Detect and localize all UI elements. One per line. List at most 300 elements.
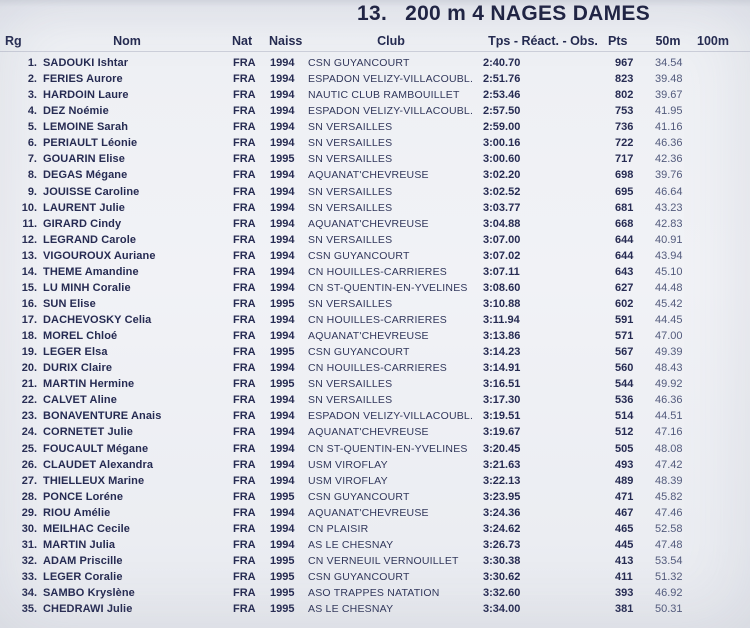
cell-rank: 34. <box>21 587 37 600</box>
cell-birth: 1994 <box>270 538 295 551</box>
cell-club: SN VERSAILLES <box>308 137 393 150</box>
table-row <box>0 232 750 248</box>
cell-time: 3:00.60 <box>483 153 521 166</box>
cell-rank: 23. <box>21 410 37 423</box>
cell-rank: 29. <box>21 506 37 519</box>
table-row <box>0 87 750 103</box>
cell-club: ESPADON VELIZY-VILLACOUBL. <box>308 73 474 86</box>
cell-rank: 33. <box>21 571 37 584</box>
cell-rank: 35. <box>21 603 37 616</box>
cell-club: AQUANAT'CHEVREUSE <box>308 506 429 519</box>
cell-name: THIELLEUX Marine <box>43 474 145 487</box>
cell-club: AS LE CHESNAY <box>308 538 394 551</box>
cell-rank: 27. <box>21 474 37 487</box>
cell-name: SUN Elise <box>43 297 96 310</box>
cell-split50: 48.08 <box>655 442 683 455</box>
cell-split50: 41.16 <box>655 121 683 134</box>
table-row <box>0 569 750 585</box>
cell-club: ASO TRAPPES NATATION <box>308 587 440 600</box>
cell-points: 471 <box>615 490 634 503</box>
cell-name: MARTIN Julia <box>43 538 116 551</box>
cell-club: CSN GUYANCOURT <box>308 571 410 584</box>
table-row <box>0 55 750 71</box>
cell-club: AS LE CHESNAY <box>308 603 394 616</box>
cell-name: DEZ Noémie <box>43 105 109 118</box>
cell-rank: 32. <box>21 554 37 567</box>
cell-points: 411 <box>615 571 633 584</box>
cell-name: CORNETET Julie <box>43 426 134 439</box>
table-row <box>0 216 750 232</box>
table-row <box>0 151 750 167</box>
cell-time: 3:07.11 <box>483 265 520 278</box>
table-row <box>0 71 750 87</box>
cell-time: 3:14.91 <box>483 362 521 375</box>
cell-name: HARDOIN Laure <box>43 89 129 102</box>
cell-name: LEGER Elsa <box>43 346 108 359</box>
cell-name: CHEDRAWI Julie <box>43 603 133 616</box>
cell-time: 3:04.88 <box>483 217 521 230</box>
table-row <box>0 457 750 473</box>
cell-name: LEGER Coralie <box>43 571 123 584</box>
cell-nat: FRA <box>233 89 256 102</box>
cell-time: 3:11.94 <box>483 314 520 327</box>
cell-birth: 1994 <box>270 281 295 294</box>
cell-points: 823 <box>615 73 634 86</box>
cell-nat: FRA <box>233 490 256 503</box>
table-row <box>0 424 750 440</box>
cell-split50: 46.92 <box>655 587 683 600</box>
cell-split50: 42.36 <box>655 153 683 166</box>
cell-split50: 44.45 <box>655 314 683 327</box>
table-row <box>0 264 750 280</box>
cell-rank: 18. <box>21 330 37 343</box>
table-row <box>0 585 750 601</box>
table-row <box>0 521 750 537</box>
cell-rank: 17. <box>21 314 37 327</box>
cell-club: CSN GUYANCOURT <box>308 346 410 359</box>
cell-time: 3:22.13 <box>483 474 521 487</box>
table-row <box>0 296 750 312</box>
cell-split50: 48.39 <box>655 474 683 487</box>
cell-time: 3:00.16 <box>483 137 521 150</box>
cell-nat: FRA <box>233 442 256 455</box>
cell-rank: 19. <box>21 346 37 359</box>
table-row <box>0 103 750 119</box>
cell-birth: 1994 <box>270 330 295 343</box>
cell-rank: 10. <box>21 201 37 214</box>
header-divider <box>0 51 750 52</box>
cell-name: SAMBO Kryslène <box>43 587 135 600</box>
cell-rank: 21. <box>21 378 37 391</box>
cell-rank: 12. <box>21 233 37 246</box>
cell-name: DURIX Claire <box>43 362 113 375</box>
cell-name: DACHEVOSKY Celia <box>43 314 152 327</box>
table-row <box>0 601 750 617</box>
cell-rank: 4. <box>27 105 37 118</box>
cell-split50: 48.43 <box>655 362 683 375</box>
cell-time: 2:40.70 <box>483 57 521 70</box>
table-row <box>0 360 750 376</box>
header-time: Tps - Réact. - Obs. <box>488 34 598 48</box>
cell-nat: FRA <box>233 378 256 391</box>
cell-birth: 1994 <box>270 426 295 439</box>
cell-name: THEME Amandine <box>43 265 139 278</box>
cell-rank: 30. <box>21 522 37 535</box>
cell-club: ESPADON VELIZY-VILLACOUBL. <box>308 410 474 423</box>
cell-birth: 1995 <box>270 378 295 391</box>
cell-rank: 8. <box>27 169 37 182</box>
cell-nat: FRA <box>233 73 256 86</box>
cell-birth: 1995 <box>270 571 295 584</box>
event-number: 13. <box>357 2 388 25</box>
cell-name: JOUISSE Caroline <box>43 185 140 198</box>
cell-time: 3:26.73 <box>483 538 521 551</box>
cell-rank: 26. <box>21 458 37 471</box>
cell-points: 493 <box>615 458 634 471</box>
table-row <box>0 135 750 151</box>
table-row <box>0 312 750 328</box>
cell-points: 381 <box>615 603 634 616</box>
cell-time: 3:02.52 <box>483 185 521 198</box>
cell-time: 3:30.38 <box>483 554 521 567</box>
cell-nat: FRA <box>233 522 256 535</box>
cell-nat: FRA <box>233 217 256 230</box>
cell-nat: FRA <box>233 458 256 471</box>
cell-points: 802 <box>615 89 634 102</box>
cell-points: 512 <box>615 426 634 439</box>
header-split100: 100m <box>697 34 729 48</box>
cell-birth: 1994 <box>270 474 295 487</box>
cell-points: 571 <box>615 330 634 343</box>
cell-time: 3:07.00 <box>483 233 521 246</box>
cell-split50: 45.42 <box>655 297 683 310</box>
cell-nat: FRA <box>233 169 256 182</box>
cell-club: NAUTIC CLUB RAMBOUILLET <box>308 89 460 102</box>
cell-birth: 1994 <box>270 265 295 278</box>
table-row <box>0 184 750 200</box>
cell-time: 3:24.62 <box>483 522 521 535</box>
cell-club: SN VERSAILLES <box>308 297 393 310</box>
cell-time: 3:08.60 <box>483 281 521 294</box>
cell-split50: 44.51 <box>655 410 683 423</box>
cell-name: LEMOINE Sarah <box>43 121 129 134</box>
cell-club: CN ST-QUENTIN-EN-YVELINES <box>308 442 468 455</box>
cell-nat: FRA <box>233 314 256 327</box>
cell-time: 3:24.36 <box>483 506 521 519</box>
cell-club: CN PLAISIR <box>308 522 369 535</box>
cell-split50: 47.16 <box>655 426 683 439</box>
cell-points: 736 <box>615 121 634 134</box>
cell-rank: 20. <box>21 362 37 375</box>
cell-split50: 52.58 <box>655 522 683 535</box>
cell-time: 2:57.50 <box>483 105 521 118</box>
cell-club: CSN GUYANCOURT <box>308 57 410 70</box>
table-row <box>0 167 750 183</box>
table-row <box>0 553 750 569</box>
cell-name: LU MINH Coralie <box>43 281 131 294</box>
cell-nat: FRA <box>233 554 256 567</box>
cell-time: 2:51.76 <box>483 73 521 86</box>
cell-name: LEGRAND Carole <box>43 233 137 246</box>
cell-split50: 47.48 <box>655 538 683 551</box>
cell-name: CALVET Aline <box>43 394 117 407</box>
cell-nat: FRA <box>233 330 256 343</box>
cell-rank: 31. <box>21 538 37 551</box>
table-row <box>0 200 750 216</box>
cell-club: CSN GUYANCOURT <box>308 249 410 262</box>
cell-club: SN VERSAILLES <box>308 233 393 246</box>
cell-club: ESPADON VELIZY-VILLACOUBL. <box>308 105 474 118</box>
cell-birth: 1994 <box>270 169 295 182</box>
cell-birth: 1994 <box>270 362 295 375</box>
cell-birth: 1994 <box>270 217 295 230</box>
cell-club: AQUANAT'CHEVREUSE <box>308 169 429 182</box>
cell-rank: 14. <box>21 265 37 278</box>
header-points: Pts <box>608 34 628 48</box>
cell-time: 3:02.20 <box>483 169 521 182</box>
cell-split50: 39.48 <box>655 73 683 86</box>
cell-time: 3:13.86 <box>483 330 521 343</box>
cell-split50: 40.91 <box>655 233 683 246</box>
cell-birth: 1995 <box>270 297 295 310</box>
cell-rank: 13. <box>21 249 37 262</box>
cell-points: 560 <box>615 362 634 375</box>
event-title <box>357 2 650 26</box>
cell-name: GOUARIN Elise <box>43 153 125 166</box>
cell-birth: 1994 <box>270 442 295 455</box>
cell-nat: FRA <box>233 105 256 118</box>
cell-nat: FRA <box>233 538 256 551</box>
cell-points: 445 <box>615 538 634 551</box>
cell-nat: FRA <box>233 57 256 70</box>
cell-club: SN VERSAILLES <box>308 394 393 407</box>
cell-time: 3:19.51 <box>483 410 521 423</box>
cell-club: AQUANAT'CHEVREUSE <box>308 217 429 230</box>
cell-nat: FRA <box>233 394 256 407</box>
cell-name: VIGOUROUX Auriane <box>43 249 156 262</box>
cell-points: 536 <box>615 394 634 407</box>
cell-club: AQUANAT'CHEVREUSE <box>308 330 429 343</box>
cell-points: 567 <box>615 346 634 359</box>
cell-birth: 1994 <box>270 57 295 70</box>
cell-birth: 1995 <box>270 153 295 166</box>
cell-name: ADAM Priscille <box>43 554 123 567</box>
cell-rank: 28. <box>21 490 37 503</box>
cell-birth: 1994 <box>270 314 295 327</box>
cell-rank: 5. <box>27 121 37 134</box>
table-row <box>0 376 750 392</box>
table-row <box>0 280 750 296</box>
cell-nat: FRA <box>233 603 256 616</box>
cell-nat: FRA <box>233 346 256 359</box>
cell-nat: FRA <box>233 362 256 375</box>
cell-name: BONAVENTURE Anais <box>43 410 162 423</box>
cell-points: 393 <box>615 587 634 600</box>
cell-split50: 41.95 <box>655 105 683 118</box>
cell-rank: 1. <box>27 57 37 70</box>
cell-birth: 1994 <box>270 89 295 102</box>
cell-club: SN VERSAILLES <box>308 378 393 391</box>
table-row <box>0 489 750 505</box>
cell-points: 668 <box>615 217 634 230</box>
cell-time: 3:16.51 <box>483 378 521 391</box>
header-club: Club <box>377 34 405 48</box>
cell-nat: FRA <box>233 233 256 246</box>
results-table-body <box>0 55 750 617</box>
cell-split50: 53.54 <box>655 554 683 567</box>
cell-points: 465 <box>615 522 634 535</box>
cell-split50: 51.32 <box>655 571 683 584</box>
cell-name: MOREL Chloé <box>43 330 118 343</box>
cell-nat: FRA <box>233 506 256 519</box>
cell-points: 544 <box>615 378 634 391</box>
cell-time: 3:03.77 <box>483 201 521 214</box>
cell-club: CN VERNEUIL VERNOUILLET <box>308 554 459 567</box>
cell-nat: FRA <box>233 201 256 214</box>
cell-points: 413 <box>615 554 634 567</box>
cell-split50: 46.64 <box>655 185 683 198</box>
cell-rank: 3. <box>27 89 37 102</box>
cell-nat: FRA <box>233 153 256 166</box>
cell-points: 967 <box>615 57 634 70</box>
cell-nat: FRA <box>233 121 256 134</box>
cell-name: FERIES Aurore <box>43 73 123 86</box>
cell-rank: 24. <box>21 426 37 439</box>
cell-nat: FRA <box>233 571 256 584</box>
cell-time: 3:23.95 <box>483 490 521 503</box>
header-split50: 50m <box>655 34 681 48</box>
cell-nat: FRA <box>233 410 256 423</box>
cell-birth: 1994 <box>270 249 295 262</box>
header-birth: Naiss <box>269 34 302 48</box>
header-name: Nom <box>113 34 141 48</box>
cell-points: 722 <box>615 137 634 150</box>
cell-time: 3:14.23 <box>483 346 521 359</box>
cell-points: 514 <box>615 410 634 423</box>
cell-name: CLAUDET Alexandra <box>43 458 154 471</box>
cell-nat: FRA <box>233 474 256 487</box>
cell-split50: 47.00 <box>655 330 683 343</box>
cell-birth: 1994 <box>270 410 295 423</box>
cell-split50: 43.23 <box>655 201 683 214</box>
cell-points: 643 <box>615 265 634 278</box>
cell-time: 3:10.88 <box>483 297 521 310</box>
cell-birth: 1994 <box>270 201 295 214</box>
table-row <box>0 537 750 553</box>
cell-club: CSN GUYANCOURT <box>308 490 410 503</box>
table-row <box>0 441 750 457</box>
cell-nat: FRA <box>233 426 256 439</box>
cell-rank: 15. <box>21 281 37 294</box>
cell-time: 3:30.62 <box>483 571 521 584</box>
cell-birth: 1995 <box>270 346 295 359</box>
cell-birth: 1995 <box>270 587 295 600</box>
cell-birth: 1994 <box>270 105 295 118</box>
header-nat: Nat <box>232 34 253 48</box>
cell-points: 591 <box>615 314 634 327</box>
cell-birth: 1994 <box>270 185 295 198</box>
cell-points: 644 <box>615 249 634 262</box>
cell-name: PERIAULT Léonie <box>43 137 138 150</box>
cell-name: SADOUKI Ishtar <box>43 57 129 70</box>
cell-rank: 22. <box>21 394 37 407</box>
cell-points: 717 <box>615 153 634 166</box>
cell-rank: 9. <box>27 185 37 198</box>
cell-birth: 1995 <box>270 603 295 616</box>
cell-club: USM VIROFLAY <box>308 458 388 471</box>
cell-split50: 47.42 <box>655 458 683 471</box>
header-rank: Rg <box>5 34 22 48</box>
cell-time: 3:07.02 <box>483 249 521 262</box>
cell-birth: 1995 <box>270 490 295 503</box>
cell-time: 3:34.00 <box>483 603 521 616</box>
cell-name: MEILHAC Cecile <box>43 522 130 535</box>
cell-rank: 6. <box>27 137 37 150</box>
cell-time: 3:19.67 <box>483 426 521 439</box>
cell-split50: 39.76 <box>655 169 683 182</box>
cell-split50: 45.82 <box>655 490 683 503</box>
cell-points: 695 <box>615 185 634 198</box>
cell-split50: 49.39 <box>655 346 683 359</box>
cell-nat: FRA <box>233 249 256 262</box>
cell-points: 467 <box>615 506 634 519</box>
cell-points: 627 <box>615 281 634 294</box>
cell-birth: 1994 <box>270 522 295 535</box>
cell-club: SN VERSAILLES <box>308 201 393 214</box>
cell-club: USM VIROFLAY <box>308 474 388 487</box>
cell-name: RIOU Amélie <box>43 506 111 519</box>
cell-club: CN HOUILLES-CARRIERES <box>308 314 447 327</box>
cell-birth: 1994 <box>270 73 295 86</box>
cell-split50: 46.36 <box>655 137 683 150</box>
cell-club: CN HOUILLES-CARRIERES <box>308 362 447 375</box>
cell-split50: 45.10 <box>655 265 683 278</box>
event-name: 200 m 4 NAGES DAMES <box>405 2 651 25</box>
cell-split50: 39.67 <box>655 89 683 102</box>
cell-club: SN VERSAILLES <box>308 153 393 166</box>
cell-split50: 49.92 <box>655 378 683 391</box>
table-row <box>0 473 750 489</box>
cell-nat: FRA <box>233 281 256 294</box>
table-row <box>0 408 750 424</box>
cell-nat: FRA <box>233 265 256 278</box>
cell-rank: 7. <box>27 153 37 166</box>
cell-nat: FRA <box>233 185 256 198</box>
cell-split50: 46.36 <box>655 394 683 407</box>
cell-time: 2:53.46 <box>483 89 521 102</box>
cell-split50: 50.31 <box>655 603 683 616</box>
cell-name: FOUCAULT Mégane <box>43 442 149 455</box>
cell-birth: 1994 <box>270 233 295 246</box>
table-row <box>0 505 750 521</box>
table-header <box>0 32 750 50</box>
cell-rank: 2. <box>27 73 37 86</box>
cell-rank: 11. <box>22 217 37 230</box>
cell-points: 698 <box>615 169 634 182</box>
cell-split50: 34.54 <box>655 57 683 70</box>
cell-nat: FRA <box>233 587 256 600</box>
cell-name: PONCE Loréne <box>43 490 124 503</box>
cell-points: 644 <box>615 233 634 246</box>
cell-time: 3:17.30 <box>483 394 521 407</box>
cell-name: GIRARD Cindy <box>43 217 122 230</box>
cell-birth: 1994 <box>270 137 295 150</box>
cell-nat: FRA <box>233 137 256 150</box>
table-row <box>0 248 750 264</box>
cell-split50: 43.94 <box>655 249 683 262</box>
cell-club: AQUANAT'CHEVREUSE <box>308 426 429 439</box>
cell-nat: FRA <box>233 297 256 310</box>
